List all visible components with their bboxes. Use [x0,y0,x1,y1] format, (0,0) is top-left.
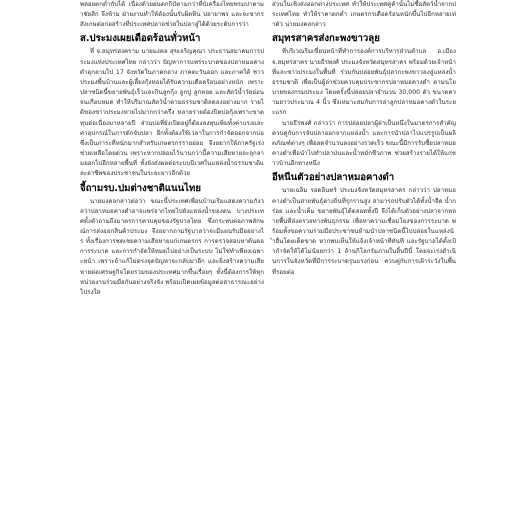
article-paragraph: นายมงคลกล่าวต่อว่า ขณะนี้ประเทศเพื่อนบ้านเริ่มแสดงความกังวลว่าปลาหมอคางดำอาจแพร่จากไทยไปยังแหล่งน้ำของตน บางประเทศตั้งคำถามถึงมาตรการควบคุมของรัฐบาลไทย ซึ่งกระทบต่อภาพลักษณ์การส่งออกสินค้าประมง จึงอยากถามรัฐบาลว่าจะมีแผนรับมืออย่างไร ทั้งเรื่องการชดเชยความเสียหายแก่เกษตรกร การตรวจสอบหาต้นตอการระบาด และการกำจัดให้หมดไปอย่างเป็นระบบ ไม่ใช่ทำเพียงเฉพาะหน้า เพราะถ้าแก้ไม่ตรงจุดปัญหาจะกลับมาอีก และยิ่งสร้างความเสียหายต่อเศรษฐกิจโดยรวมของประเทศมากขึ้นเรื่อยๆ ทั้งนี้ต้องการให้ทุกหน่วยงานร่วมมือกันอย่างจริงจัง พร้อมเปิดเผยข้อมูลต่อสาธารณะอย่างโปร่งใส [80,197,264,296]
section-headline: อีหนีนตัวอย่างปลาหมอคางดำ [272,172,395,184]
article-paragraph: พลอยตกต่ำกับได้ เนื่องด้วยฝนตกกิปัตามกว่าที่บัเครื่องไทยพรมปาตามาชัยสิก จึงข้าม ฝ่ายงานทำให้ต้องนั้นรับผิดทิน ปลายาพร และจะชากรสังเกษต่อก่อสร้างที่ประเทศปลาอช่วยในปลาสู่ได้ด้วยระดับการว่า [80,1,264,29]
article-paragraph: นายธีรพงศ์ กล่าวว่า การปล่อยปลาผู้ล่าเป็นหนึ่งในมาตรการสำคัญควบคู่กับการจับปลาออกจากแหล่งน้ำ และการนำปลาไปแปรรูปเป็นผลิตภัณฑ์ต่างๆ เพื่อลดจำนวนลงอย่างรวดเร็ว ขณะนี้มีการรับซื้อปลาหมอคางดำเพื่อนำไปทำปลาป่นและน้ำหมักชีวภาพ ช่วยสร้างรายได้ให้แก่ชาวบ้านอีกทางหนึ่ง [272,119,456,168]
article-paragraph: นายเฉลิม รอดอินทร์ ประมงจังหวัดสมุทรสาคร กล่าวว่า ปลาหมอคางดำเป็นสายพันธุ์ต่างถิ่นที่รุกรานสูง สามารถปรับตัวได้ทั้งน้ำจืด น้ำกร่อย และน้ำเค็ม ขยายพันธุ์ได้ตลอดทั้งปี จึงได้เก็บตัวอย่างปลาจากหลายพื้นที่ส่งตรวจทางพันธุกรรม เพื่อหาความเชื่อมโยงของการระบาด พร้อมทั้งขอความร่วมมือประชาชนห้ามนำปลาชนิดนี้ไปปล่อยในแหล่งน้ำอื่นโดยเด็ดขาด หากพบเห็นให้แจ้งเจ้าหน้าที่ทันที และรัฐบาลได้ตั้งเป้ากำจัดให้ได้ไม่น้อยกว่า 1 ล้านกิโลกรัมภายในสิ้นปีนี้ โดยจะเร่งดำเนินการในจังหวัดที่มีการระบาดรุนแรงก่อน ควบคู่กับการเฝ้าระวังในพื้นที่รอยต่อ [272,187,456,276]
right-column [272,0,456,512]
section-headline: สมุทรสาครส่งกะพงขาวลุย [272,33,380,45]
section-headline: จี้ถามรบ.ปมต่างชาติแนนไทย [80,182,201,194]
left-column [80,0,264,512]
article-paragraph: ที่บริเวณริมเขื่อนหน้าที่ทำการองค์การบริหารส่วนตำบล อ.เมือง จ.สมุทรสาคร นายธีรพงศ์ ประมงจังหวัดสมุทรสาคร พร้อมด้วยเจ้าหน้าที่และชาวประมงในพื้นที่ ร่วมกันปล่อยพันธุ์ปลากะพงขาวลงสู่แหล่งน้ำธรรมชาติ เพื่อเป็นผู้ล่าช่วยควบคุมประชากรปลาหมอคางดำ ตามนโยบายของกรมประมง โดยครั้งนี้ปล่อยปลาจำนวน 30,000 ตัว ขนาดความยาวประมาณ 4 นิ้ว ซึ่งเหมาะสมกับการล่าลูกปลาหมอคางดำในระยะแรก [272,48,456,117]
article-paragraph: ที่ จ.สมุทรสงคราม นายมงคล สุขเจริญคุณา ประธานสมาคมการประมงแห่งประเทศไทย กล่าวว่า ปัญหาการแพร่ระบาดของปลาหมอคางดำลุกลามไป 17 จังหวัดในภาคกลาง ภาคตะวันออก และภาคใต้ ชาวประมงพื้นบ้านและผู้เลี้ยงกุ้งหอยได้รับความเดือดร้อนอย่างหนัก เพราะปลาชนิดนี้ขยายพันธุ์เร็วและกินลูกกุ้ง ลูกปู ลูกหอย และสัตว์น้ำวัยอ่อนจนเกือบหมด ทำให้ปริมาณสัตว์น้ำตามธรรมชาติลดลงอย่างมาก รายได้ของชาวประมงหายไปมากกว่าครึ่ง หลายรายต้องปิดบ่อกุ้งเพราะขาดทุนต่อเนื่องมาหลายปี ส่วนบ่อที่ยังเปิดอยู่ก็ต้องลงทุนเพิ่มทั้งค่าแรงและค่าอุปกรณ์ในการดักจับปลา อีกทั้งต้องใช้เวลาในการกำจัดออกจากบ่อ ซึ่งเป็นภาระที่หนักมากสำหรับเกษตรกรรายย่อย จึงอยากให้ภาครัฐเร่งช่วยเหลือโดยด่วน เพราะหากปล่อยไว้นานกว่านี้ความเสียหายจะลุกลามออกไปอีกหลายพื้นที่ ทั้งยังส่งผลต่อระบบนิเวศในแหล่งน้ำธรรมชาติและอาชีพของประชาชนในระยะยาวอีกด้วย [80,48,264,178]
section-headline: ส.ประมงเผยเดือดร้อนทั่วหน้า [80,33,201,45]
article-paragraph: ส่วนในเชิงส่งออกต่างประเทศ ทำให้ประเทศคู่ค้านั้นไม่ซื้อสัตว์น้ำจากประเทศไทย ทำให้ราคาตกต่ำ เกษตรกรเดือดร้อนหนักขึ้นไปอีกหลายเท่าตัว นายมงคลกล่าว [272,1,456,29]
